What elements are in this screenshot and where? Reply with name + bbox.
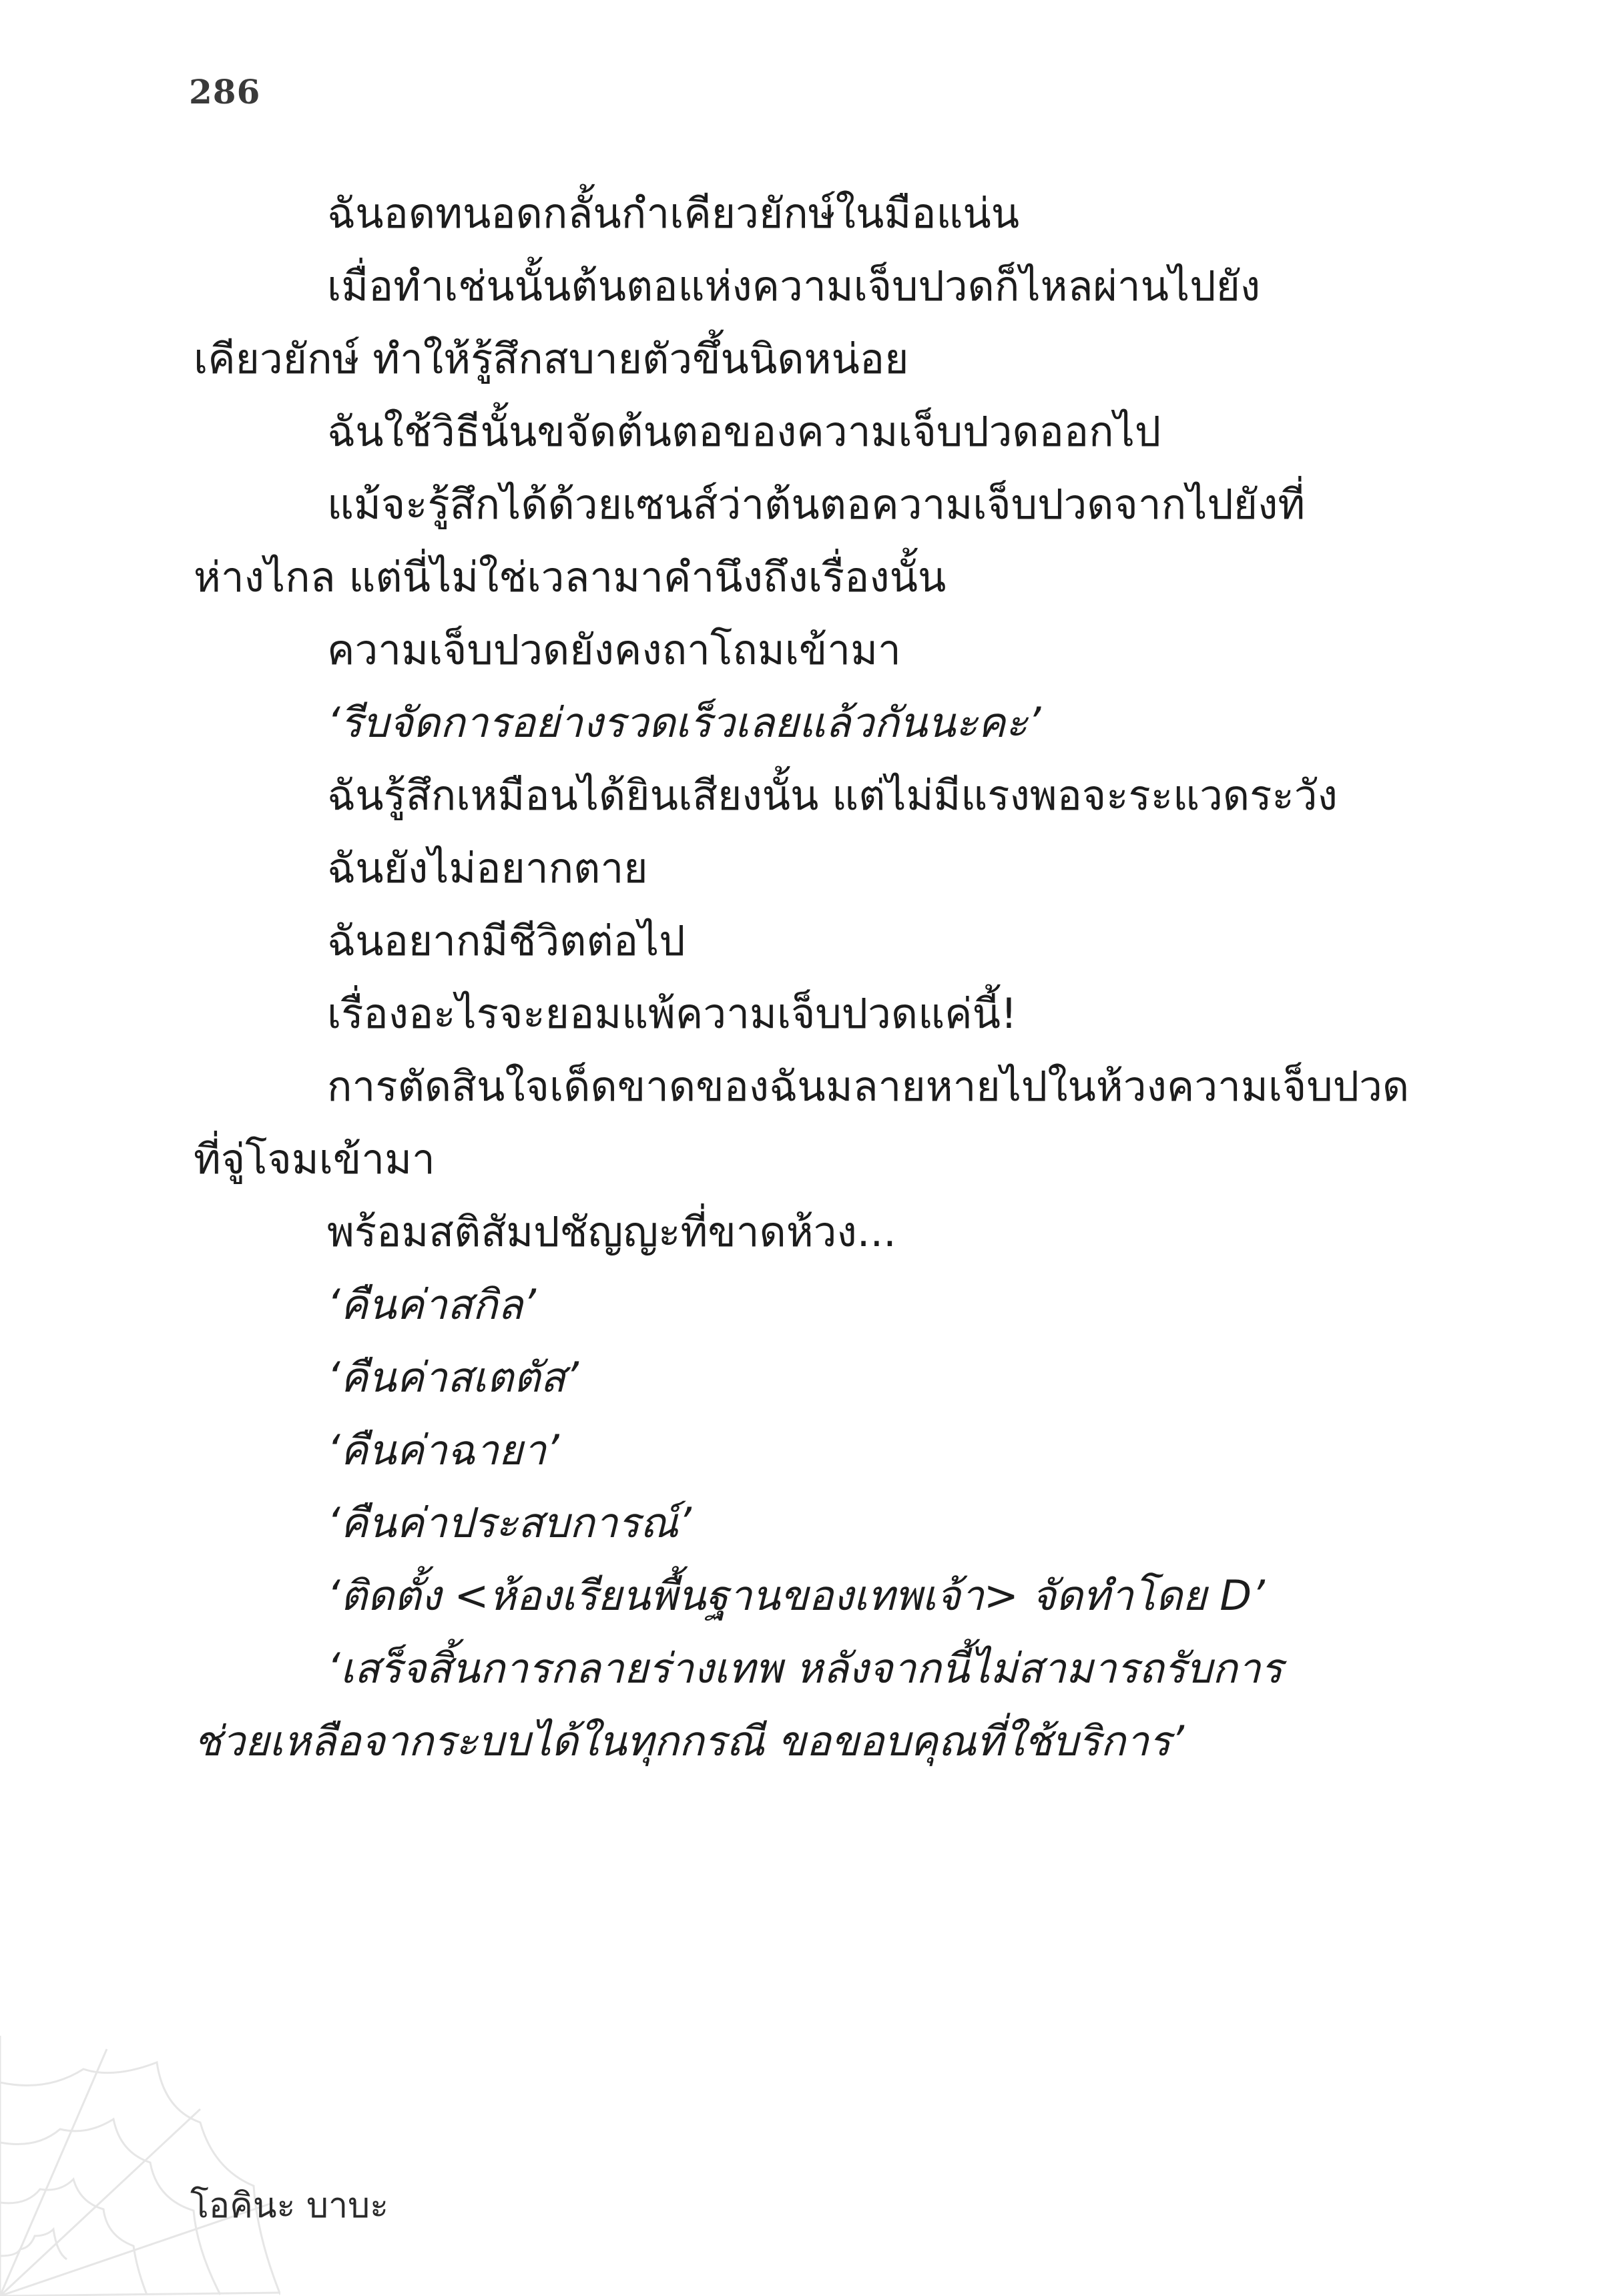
- text-line: เรื่องอะไรจะยอมแพ้ความเจ็บปวดแค่นี้!: [327, 989, 1017, 1038]
- text-line: แม้จะรู้สึกได้ด้วยเซนส์ว่าต้นตอความเจ็บปวดจากไปยังที่: [327, 480, 1306, 529]
- text-line: ‘คืนค่าสเตตัส’: [327, 1353, 579, 1402]
- text-line: ‘คืนค่าฉายา’: [327, 1426, 559, 1474]
- text-line: ที่จู่โจมเข้ามา: [194, 1135, 435, 1183]
- text-line: เคียวยักษ์ ทำให้รู้สึกสบายตัวขึ้นนิดหน่อย: [194, 334, 909, 383]
- text-line: ห่างไกล แต่นี่ไม่ใช่เวลามาคำนึงถึงเรื่องนั้น: [194, 553, 947, 601]
- text-line: ฉันรู้สึกเหมือนได้ยินเสียงนั้น แต่ไม่มีแรงพอจะระแวดระวัง: [327, 771, 1338, 820]
- text-line: ฉันอดทนอดกลั้นกำเคียวยักษ์ในมือแน่น: [327, 189, 1020, 238]
- footer-title: โอคินะ บาบะ: [190, 2186, 389, 2226]
- text-line: เมื่อทำเช่นนั้นต้นตอแห่งความเจ็บปวดก็ไหลผ่านไปยัง: [327, 262, 1261, 310]
- page-number: 286: [189, 72, 261, 111]
- text-line: ความเจ็บปวดยังคงถาโถมเข้ามา: [327, 625, 901, 674]
- text-line: ‘รีบจัดการอย่างรวดเร็วเลยแล้วกันนะคะ’: [327, 698, 1041, 747]
- text-line: ฉันยังไม่อยากตาย: [327, 844, 648, 892]
- text-line: ช่วยเหลือจากระบบได้ในทุกกรณี ขอขอบคุณที่ใช้บริการ’: [194, 1717, 1184, 1765]
- text-line: ‘คืนค่าสกิล’: [327, 1280, 536, 1329]
- text-line: ฉันอยากมีชีวิตต่อไป: [327, 916, 686, 965]
- text-line: ‘เสร็จสิ้นการกลายร่างเทพ หลังจากนี้ไม่สามารถรับการ: [327, 1644, 1283, 1693]
- text-line: การตัดสินใจเด็ดขาดของฉันมลายหายไปในห้วงความเจ็บปวด: [327, 1062, 1410, 1111]
- text-line: พร้อมสติสัมปชัญญะที่ขาดห้วง...: [327, 1207, 896, 1256]
- spider-web-icon: [0, 2036, 280, 2296]
- text-line: ฉันใช้วิธีนั้นขจัดต้นตอของความเจ็บปวดออกไป: [327, 407, 1161, 456]
- text-line: ‘ติดตั้ง <ห้องเรียนพื้นฐานของเทพเจ้า> จัดทำโดย D’: [327, 1571, 1265, 1620]
- text-line: ‘คืนค่าประสบการณ์’: [327, 1498, 692, 1547]
